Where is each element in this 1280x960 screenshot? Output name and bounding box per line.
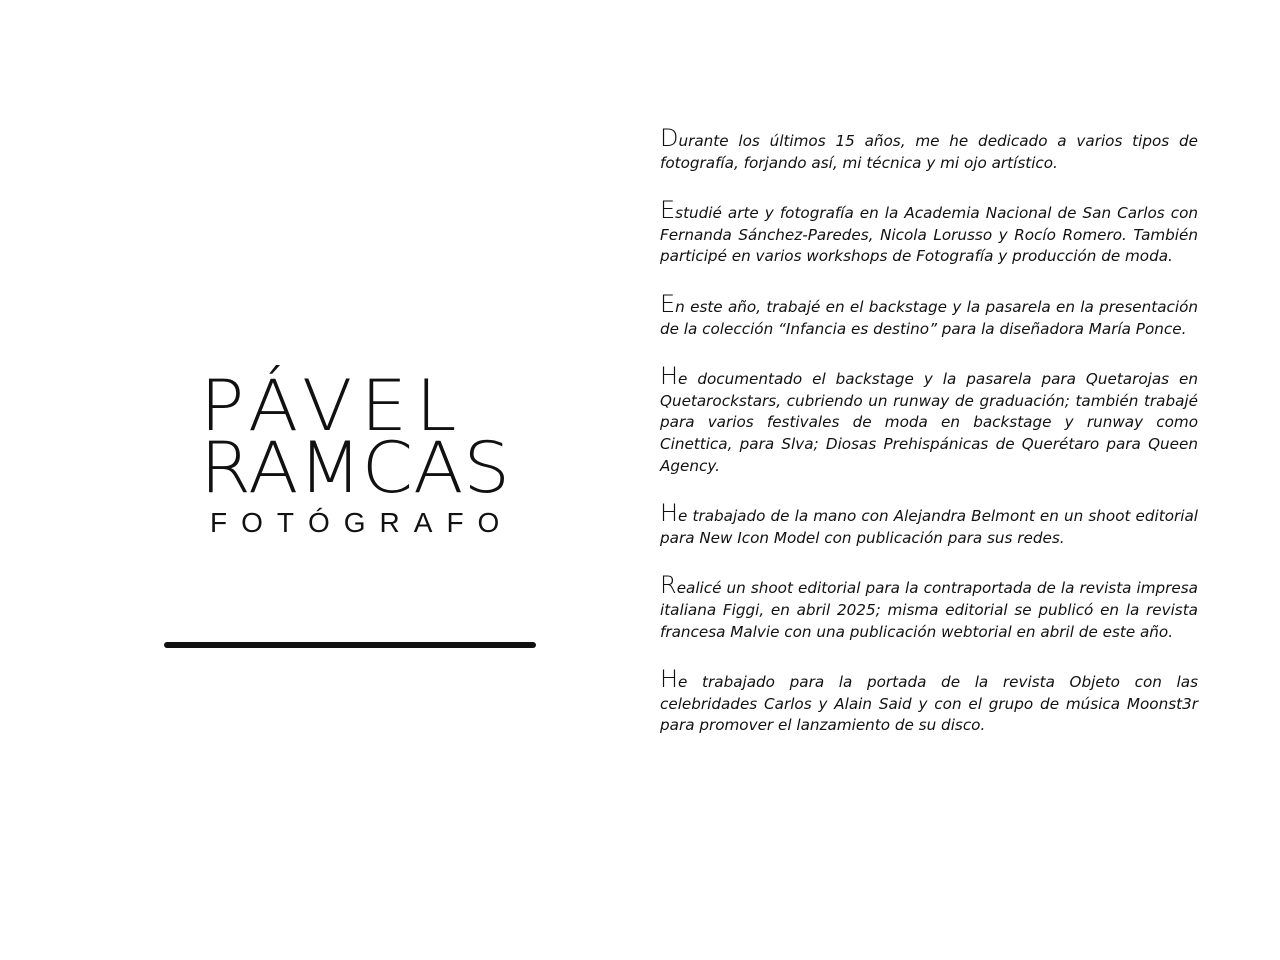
paragraph-initial: E: [660, 289, 676, 318]
paragraph-initial: D: [660, 124, 679, 152]
divider-line: [164, 642, 536, 648]
biography-text: [660, 124, 1198, 763]
bio-paragraph: [660, 362, 1198, 477]
paragraph-body: urante los últimos 15 años, me he dedicado a varios tipos de fotografía, forjando así, mi técnica y mi ojo artístico.: [660, 132, 1198, 172]
bio-paragraph: [660, 196, 1198, 268]
paragraph-body: e trabajado de la mano con Alejandra Belmont en un shoot editorial para New Icon Model con publicación para sus redes.: [660, 507, 1198, 547]
paragraph-body: ealicé un shoot editorial para la contraportada de la revista impresa italiana Figgi, en abril 2025; misma editorial se publicó en la revista francesa Malvie con una publicación webtorial en abril de este año.: [660, 579, 1198, 641]
logo-last-name: RAMCAS: [200, 427, 511, 509]
bio-paragraph: [660, 289, 1198, 340]
paragraph-body: e trabajado para la portada de la revista Objeto con las celebridades Carlos y Alain Said y con el grupo de música Moonst3r para promover el lanzamiento de su disco.: [660, 673, 1198, 735]
bio-paragraph: [660, 499, 1198, 549]
logo-subtitle: FOTÓGRAFO: [210, 507, 514, 538]
photographer-logo: [200, 365, 514, 539]
paragraph-initial: E: [660, 196, 676, 225]
paragraph-initial: H: [660, 499, 679, 528]
bio-paragraph: [660, 124, 1198, 174]
bio-paragraph: [660, 571, 1198, 643]
bio-paragraph: [660, 665, 1198, 737]
paragraph-body: n este año, trabajé en el backstage y la pasarela en la presentación de la colección “Infancia es destino” para la diseñadora María Ponce.: [660, 297, 1198, 338]
paragraph-initial: H: [660, 665, 679, 694]
paragraph-initial: R: [660, 571, 677, 600]
paragraph-body: studié arte y fotografía en la Academia Nacional de San Carlos con Fernanda Sánchez-Paredes, Nicola Lorusso y Rocío Romero. También participé en varios workshops de Fotografía y producción de moda.: [660, 204, 1198, 266]
logo-first-name: PÁVEL: [200, 365, 465, 447]
paragraph-initial: H: [660, 362, 679, 391]
paragraph-body: e documentado el backstage y la pasarela para Quetarojas en Quetarockstars, cubriendo un runway de graduación; también trabajé para varios festivales de moda en backstage y runway como Cinettica, para Slva; Diosas Prehispánicas de Querétaro para Queen Agency.: [660, 370, 1198, 475]
